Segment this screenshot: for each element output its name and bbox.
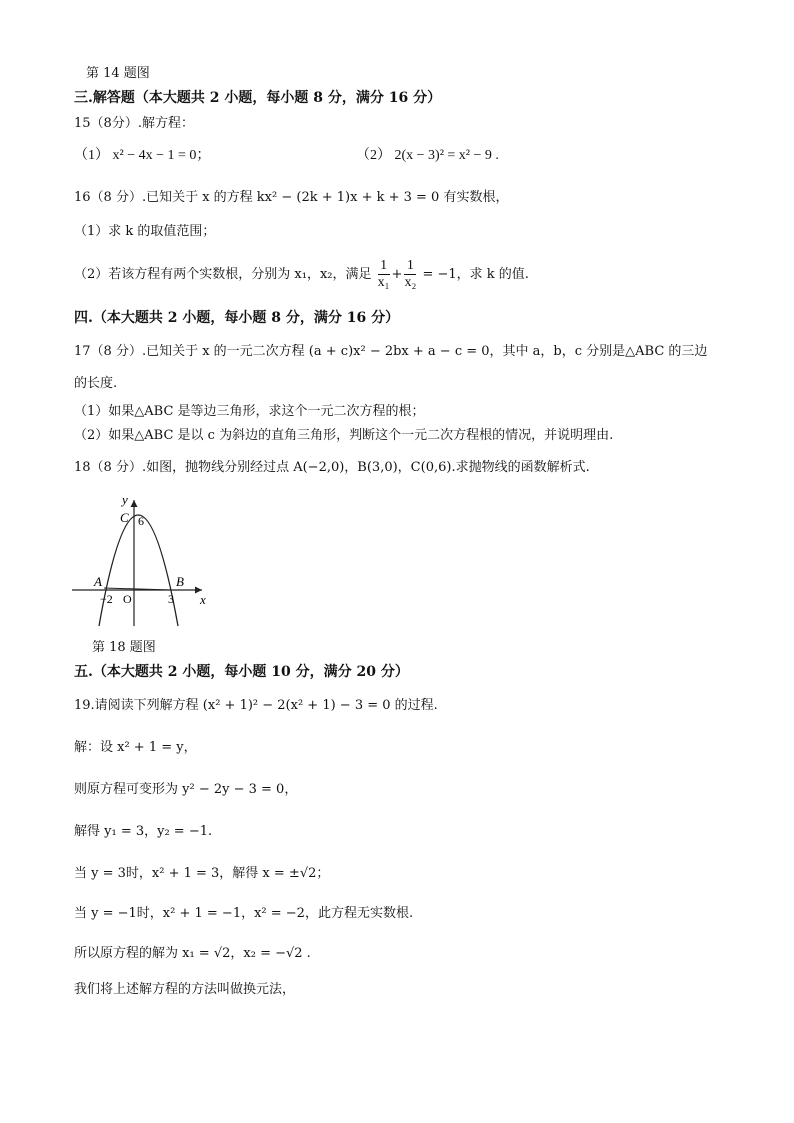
q16-stem: 16（8 分）.已知关于 x 的方程 kx² − (2k + 1)x + k + 3 = 0 有实数根， bbox=[74, 190, 509, 205]
q19-line6: 所以原方程的解为 x₁ = √2，x₂ = −√2 . bbox=[74, 946, 311, 961]
frac2-numerator: 1 bbox=[404, 258, 416, 275]
label-y: y bbox=[122, 494, 128, 507]
plus-sign: + bbox=[391, 267, 403, 282]
q17-stem-line1: 17（8 分）.已知关于 x 的一元二次方程 (a + c)x² − 2bx + a − c = 0，其中 a，b，c 分别是△ABC 的三边 bbox=[74, 344, 708, 359]
q19-line1: 解：设 x² + 1 = y， bbox=[74, 740, 197, 755]
q16-part1: （1）求 k 的取值范围； bbox=[74, 224, 216, 239]
label-x: x bbox=[200, 592, 206, 607]
q19-line2: 则原方程可变形为 y² − 2y − 3 = 0， bbox=[74, 782, 298, 797]
label-c: C bbox=[120, 510, 129, 525]
label-3: 3 bbox=[168, 592, 174, 606]
q16-part2 bbox=[74, 254, 529, 296]
q17-stem-line2: 的长度. bbox=[74, 376, 118, 391]
q17-part2: （2）如果△ABC 是以 c 为斜边的直角三角形，判断这个一元二次方程根的情况，并说明理由. bbox=[74, 428, 614, 443]
q16-part2-prefix: （2）若该方程有两个实数根，分别为 x₁，x₂，满足 bbox=[74, 267, 372, 282]
frac2-denominator: x₂ bbox=[404, 275, 417, 290]
frac1-numerator: 1 bbox=[378, 258, 390, 275]
y-axis-arrow bbox=[131, 500, 138, 507]
figure-18-caption: 第 18 题图 bbox=[92, 640, 156, 655]
parabola-curve bbox=[99, 515, 178, 626]
section-5-heading: 五.（本大题共 2 小题，每小题 10 分，满分 20 分） bbox=[74, 664, 409, 680]
section-3-heading: 三.解答题（本大题共 2 小题，每小题 8 分，满分 16 分） bbox=[74, 90, 442, 106]
frac1-denominator: x₁ bbox=[377, 275, 390, 290]
parabola-graph bbox=[68, 494, 208, 630]
figure-14-caption: 第 14 题图 bbox=[86, 66, 150, 81]
q19-stem: 19.请阅读下列解方程 (x² + 1)² − 2(x² + 1) − 3 = 0 的过程. bbox=[74, 698, 438, 713]
q15-stem: 15（8分）.解方程： bbox=[74, 116, 194, 131]
label-b: B bbox=[176, 574, 184, 589]
q16-part2-suffix: = −1，求 k 的值. bbox=[422, 267, 529, 282]
label-6: 6 bbox=[138, 514, 144, 528]
q15-part1: （1） x² − 4x − 1 = 0； bbox=[74, 148, 211, 163]
label-a: A bbox=[94, 574, 102, 589]
q19-line3: 解得 y₁ = 3，y₂ = −1. bbox=[74, 824, 213, 839]
q15-part2: （2） 2(x − 3)² = x² − 9 . bbox=[356, 148, 499, 163]
q19-line5: 当 y = −1时，x² + 1 = −1，x² = −2，此方程无实数根. bbox=[74, 906, 414, 921]
q19-line4: 当 y = 3时，x² + 1 = 3，解得 x = ±√2； bbox=[74, 866, 330, 881]
label-neg2: −2 bbox=[100, 592, 113, 606]
q19-line7: 我们将上述解方程的方法叫做换元法， bbox=[74, 982, 296, 997]
section-4-heading: 四.（本大题共 2 小题，每小题 8 分，满分 16 分） bbox=[74, 310, 400, 326]
label-origin: O bbox=[123, 592, 132, 606]
fraction-1-over-x1 bbox=[378, 258, 390, 291]
q17-part1: （1）如果△ABC 是等边三角形，求这个一元二次方程的根； bbox=[74, 404, 425, 419]
q18-stem: 18（8 分）.如图，抛物线分别经过点 A(−2,0)，B(3,0)，C(0,6).求抛物线的函数解析式. bbox=[74, 460, 590, 475]
fraction-1-over-x2 bbox=[404, 258, 416, 291]
